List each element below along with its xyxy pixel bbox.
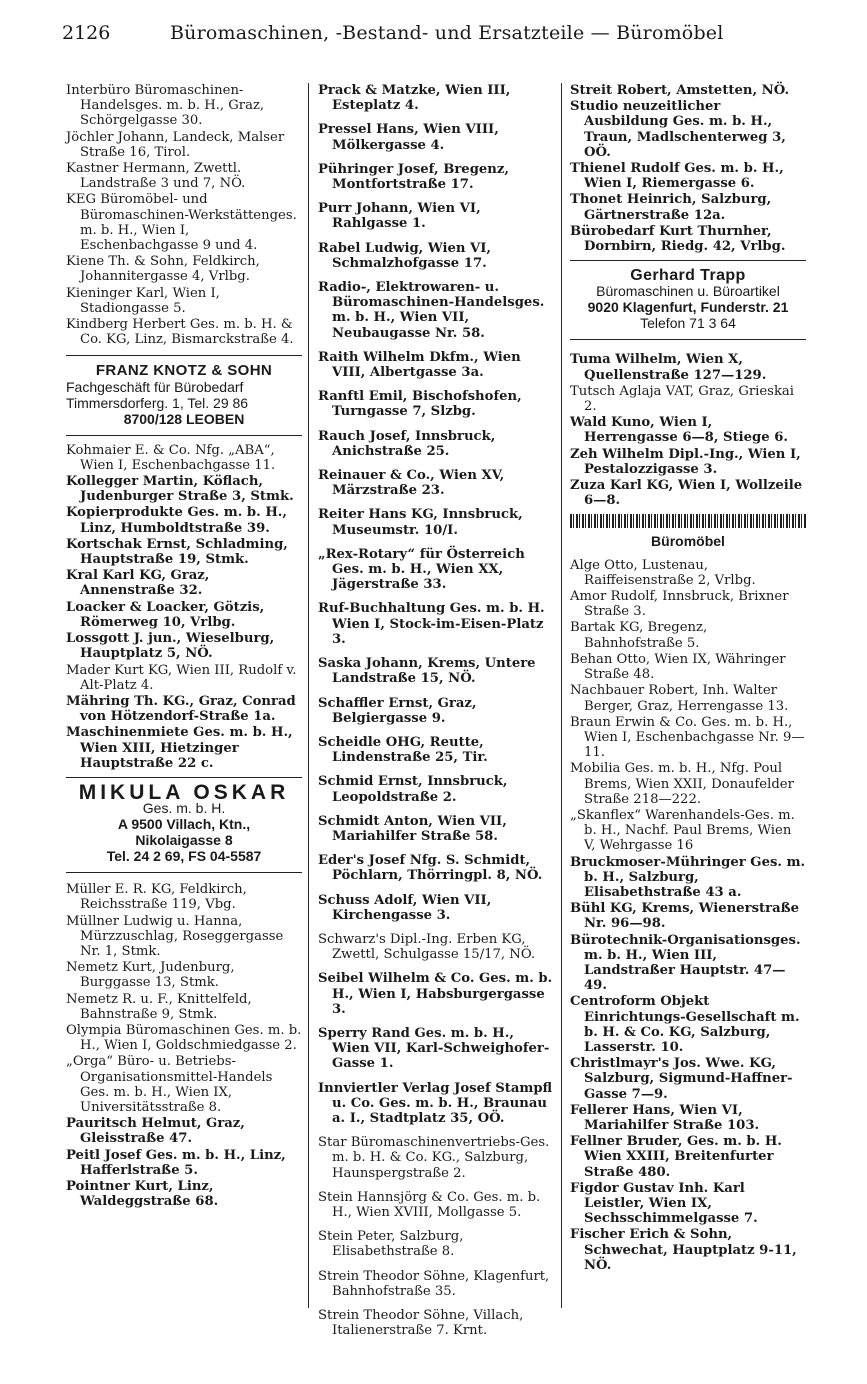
directory-entry: Kiene Th. & Sohn, Feldkirch, Johannitergasse 4, Vrlbg. [66,254,260,285]
directory-entry: Pühringer Josef, Bregenz, Montfortstraße 17. [318,161,509,193]
directory-entry: Figdor Gustav Inh. Karl Leistler, Wien IX, Sechsschimmelgasse 7. [570,1180,758,1227]
directory-list [570,83,806,254]
directory-entry: Eder's Josef Nfg. S. Schmidt, Pöchlarn, Thörringpl. 8, NÖ. [318,853,543,884]
directory-entry: Pauritsch Helmut, Graz, Gleisstraße 47. [66,1116,245,1147]
directory-entry: Olympia Büromaschinen Ges. m. b. H., Wien I, Goldschmiedgasse 2. [66,1022,302,1054]
column-3 [570,83,806,1274]
directory-entry: Strein Theodor Söhne, Klagenfurt, Bahnhofstraße 35. [318,1268,550,1299]
directory-entry: Pressel Hans, Wien VIII, Mölkergasse 4. [318,122,499,153]
directory-entry: Alge Otto, Lustenau, Raiffeisenstraße 2, Vrlbg. [570,557,756,588]
ad-line: 8700/128 LEOBEN [123,410,245,427]
directory-entry: Jöchler Johann, Landeck, Malser Straße 16, Tirol. [66,129,285,160]
directory-entry: Schwarz's Dipl.-Ing. Erben KG, Zwettl, Schulgasse 15/17, NÖ. [318,931,536,963]
directory-entry: Kollegger Martin, Köflach, Judenburger Straße 3, Stmk. [66,474,294,505]
directory-entry: Schmid Ernst, Innsbruck, Leopoldstraße 2. [318,774,508,805]
ad-franz-knotz [66,363,302,426]
divider [66,435,302,436]
directory-entry: KEG Büromöbel- und Büromaschinen-Werkstättenges. m. b. H., Wien I, Eschenbachgasse 9 und 4. [66,192,297,254]
page-title: Büromaschinen, -Bestand- und Ersatzteile — Büromöbel [170,22,724,44]
ad-line: Timmersdorferg. 1, Tel. 29 86 [66,394,249,411]
directory-entry: Kieninger Karl, Wien I, Stadiongasse 5. [66,285,220,316]
ad-line: 9020 Klagenfurt, Funderstr. 21 [587,299,789,316]
directory-list [570,558,806,1273]
ad-line: Ges. m. b. H. [142,800,226,817]
directory-entry: Müllner Ludwig u. Hanna, Mürzzuschlag, Roseggergasse Nr. 1, Stmk. [66,913,284,959]
directory-entry: Stein Hannsjörg & Co. Ges. m. b. H., Wien XVIII, Mollgasse 5. [318,1189,541,1220]
page-number: 2126 [62,22,111,44]
ad-line: Fachgeschäft für Bürobedarf [66,378,244,395]
directory-entry: Rauch Josef, Innsbruck, Anichstraße 25. [318,428,496,459]
directory-list [318,83,554,1338]
directory-entry: Behan Otto, Wien IX, Währinger Straße 48. [570,651,786,683]
directory-entry: Fellner Bruder, Ges. m. b. H. Wien XXIII, Breitenfurter Straße 480. [570,1134,782,1180]
directory-entry: Studio neuzeitlicher Ausbildung Ges. m. b. H., Traun, Madlschenterweg 3, OÖ. [570,99,786,160]
directory-entry: Reiter Hans KG, Innsbruck, Museumstr. 10/I. [318,507,523,538]
directory-entry: Bürotechnik-Organisationsges. m. b. H., Wien III, Landstraßer Hauptstr. 47—49. [570,932,801,994]
directory-entry: Nemetz Kurt, Judenburg, Burggasse 13, Stmk. [66,960,235,991]
directory-entry: Purr Johann, Wien VI, Rahlgasse 1. [318,201,481,232]
directory-entry: Interbüro Büromaschinen-Handelsges. m. b. H., Graz, Schörgelgasse 30. [66,83,265,129]
ad-name: FRANZ KNOTZ & SOHN [95,362,273,380]
directory-entry: Tuma Wilhelm, Wien X, Quellenstraße 127—129. [570,352,767,383]
directory-entry: Schuss Adolf, Wien VII, Kirchengasse 3. [318,892,492,923]
directory-entry: Ranftl Emil, Bischofshofen, Turngasse 7, Slzbg. [318,389,522,420]
column-divider-right [561,83,562,1308]
directory-entry: Centroform Objekt Einrichtungs-Gesellschaft m. b. H. & Co. KG, Salzburg, Lasserstr. 10. [570,994,800,1055]
directory-entry: Scheidle OHG, Reutte, Lindenstraße 25, Tir. [318,734,488,766]
directory-entry: Streit Robert, Amstetten, NÖ. [570,83,790,98]
ad-name: Gerhard Trapp [630,267,746,285]
directory-entry: Prack & Matzke, Wien III, Esteplatz 4. [318,83,511,114]
directory-entry: Christlmayr's Jos. Wwe. KG, Salzburg, Sigmund-Haffner-Gasse 7—9. [570,1056,793,1102]
directory-list [66,443,302,771]
directory-entry: Bürobedarf Kurt Thurnher, Dornbirn, Riedg. 42, Vrlbg. [570,223,786,255]
ad-mikula-oskar [66,780,302,865]
directory-entry: Pointner Kurt, Linz, Waldeggstraße 68. [66,1178,219,1210]
directory-entry: Mobilia Ges. m. b. H., Nfg. Poul Brems, Wien XXII, Donaufelder Straße 218—222. [570,761,794,807]
directory-entry: Sperry Rand Ges. m. b. H., Wien VII, Karl-Schweighofer-Gasse 1. [318,1025,550,1072]
directory-entry: Stein Peter, Salzburg, Elisabethstraße 8. [318,1229,464,1260]
directory-entry: Lossgott J. jun., Wieselburg, Hauptplatz 5, NÖ. [66,631,275,662]
directory-entry: Radio-, Elektrowaren- u. Büromaschinen-Handelsges. m. b. H., Wien VII, Neubaugasse Nr. 58. [318,280,545,341]
directory-entry: „Orga“ Büro- u. Betriebs-Organisationsmittel-Handels Ges. m. b. H., Wien IX, Universitätsstraße 8. [66,1054,273,1115]
ad-name: MIKULA OSKAR [78,780,290,804]
directory-entry: Kastner Hermann, Zwettl. Landstraße 3 und 7, NÖ. [66,161,246,192]
directory-entry: Kopierprodukte Ges. m. b. H., Linz, Humboldtstraße 39. [66,505,287,536]
directory-entry: Fischer Erich & Sohn, Schwechat, Hauptplatz 9-11, NÖ. [570,1227,797,1273]
directory-entry: Reinauer & Co., Wien XV, Märzstraße 23. [318,468,505,499]
divider [570,339,806,340]
directory-entry: Raith Wilhelm Dkfm., Wien VIII, Albertgasse 3a. [318,349,521,381]
directory-entry: „Skanflex“ Warenhandels-Ges. m. b. H., Nachf. Paul Brems, Wien V, Wehrgasse 16 [570,807,795,854]
directory-entry: Bühl KG, Krems, Wienerstraße Nr. 96—98. [570,901,800,932]
column-2 [318,83,554,1347]
directory-entry: Thonet Heinrich, Salzburg, Gärtnerstraße 12a. [570,192,772,223]
directory-entry: Nemetz R. u. F., Knittelfeld, Bahnstraße 9, Stmk. [66,991,252,1022]
directory-entry: Zuza Karl KG, Wien I, Wollzeile 6—8. [570,478,803,509]
directory-entry: Maschinenmiete Ges. m. b. H., Wien XIII, Hietzinger Hauptstraße 22 c. [66,725,293,771]
directory-entry: Thienel Rudolf Ges. m. b. H., Wien I, Riemergasse 6. [570,161,784,192]
directory-entry: Bruckmoser-Mühringer Ges. m. b. H., Salzburg, Elisabethstraße 43 a. [570,854,806,900]
column-divider-left [308,83,309,1308]
ad-line: A 9500 Villach, Ktn., [117,816,251,833]
directory-entry: Kral Karl KG, Graz, Annenstraße 32. [66,568,210,599]
directory-entry: Amor Rudolf, Innsbruck, Brixner Straße 3. [570,589,789,620]
directory-list [66,83,302,347]
directory-entry: Saska Johann, Krems, Untere Landstraße 15, NÖ. [318,656,536,687]
section-title-bueromoebel: Büromöbel [651,533,725,550]
directory-list [570,352,806,508]
directory-entry: Mader Kurt KG, Wien III, Rudolf v. Alt-Platz 4. [66,662,297,693]
ad-line: Telefon 71 3 64 [640,315,736,332]
ornamental-rule [570,514,806,528]
directory-entry: Wald Kuno, Wien I, Herrengasse 6—8, Stiege 6. [570,415,789,446]
directory-entry: Kohmaier E. & Co. Nfg. „ABA“, Wien I, Eschenbachgasse 11. [66,442,276,473]
ad-line: Nikolaigasse 8 [135,832,233,849]
directory-entry: Kortschak Ernst, Schladming, Hauptstraße 19, Stmk. [66,536,288,568]
directory-entry: Mähring Th. KG., Graz, Conrad von Hötzendorf-Straße 1a. [66,693,296,725]
directory-entry: Loacker & Loacker, Götzis, Römerweg 10, Vrlbg. [66,599,265,630]
directory-entry: Seibel Wilhelm & Co. Ges. m. b. H., Wien I, Habsburgergasse 3. [318,971,553,1017]
directory-entry: Braun Erwin & Co. Ges. m. b. H., Wien I, Eschenbachgasse Nr. 9—11. [570,714,805,761]
divider [66,872,302,873]
column-1 [66,83,302,1210]
directory-list [66,882,302,1209]
directory-entry: Peitl Josef Ges. m. b. H., Linz, Hafferlstraße 5. [66,1147,286,1178]
directory-entry: Müller E. R. KG, Feldkirch, Reichsstraße 119, Vbg. [66,882,247,913]
directory-entry: Strein Theodor Söhne, Villach, Italienerstraße 7. Krnt. [318,1308,524,1339]
directory-entry: Innviertler Verlag Josef Stampfl u. Co. Ges. m. b. H., Braunau a. I., Stadtplatz 35, OÖ. [318,1080,553,1126]
directory-entry: Nachbauer Robert, Inh. Walter Berger, Graz, Herrengasse 13. [570,683,789,714]
directory-entry: Schaffler Ernst, Graz, Belgiergasse 9. [318,695,477,726]
directory-entry: Rabel Ludwig, Wien VI, Schmalzhofgasse 17. [318,240,492,271]
directory-entry: Tutsch Aglaja VAT, Graz, Grieskai 2. [570,383,795,415]
directory-entry: Bartak KG, Bregenz, Bahnhofstraße 5. [570,620,708,651]
divider [570,260,806,261]
directory-entry: Kindberg Herbert Ges. m. b. H. & Co. KG, Linz, Bismarckstraße 4. [66,317,294,348]
divider [66,355,302,356]
directory-entry: Star Büromaschinenvertriebs-Ges. m. b. H. & Co. KG., Salzburg, Haunspergstraße 2. [318,1135,550,1181]
ad-gerhard-trapp [570,268,806,331]
directory-entry: Fellerer Hans, Wien VI, Mariahilfer Straße 103. [570,1102,760,1133]
directory-entry: Ruf-Buchhaltung Ges. m. b. H. Wien I, Stock-im-Eisen-Platz 3. [318,601,545,647]
ad-line: Büromaschinen u. Büroartikel [596,283,780,300]
directory-entry: Schmidt Anton, Wien VII, Mariahilfer Straße 58. [318,813,507,844]
directory-entry: Zeh Wilhelm Dipl.-Ing., Wien I, Pestalozzigasse 3. [570,446,801,477]
directory-entry: „Rex-Rotary“ für Österreich Ges. m. b. H., Wien XX, Jägerstraße 33. [318,546,525,593]
divider [66,777,302,778]
ad-line: Tel. 24 2 69, FS 04-5587 [106,848,262,865]
